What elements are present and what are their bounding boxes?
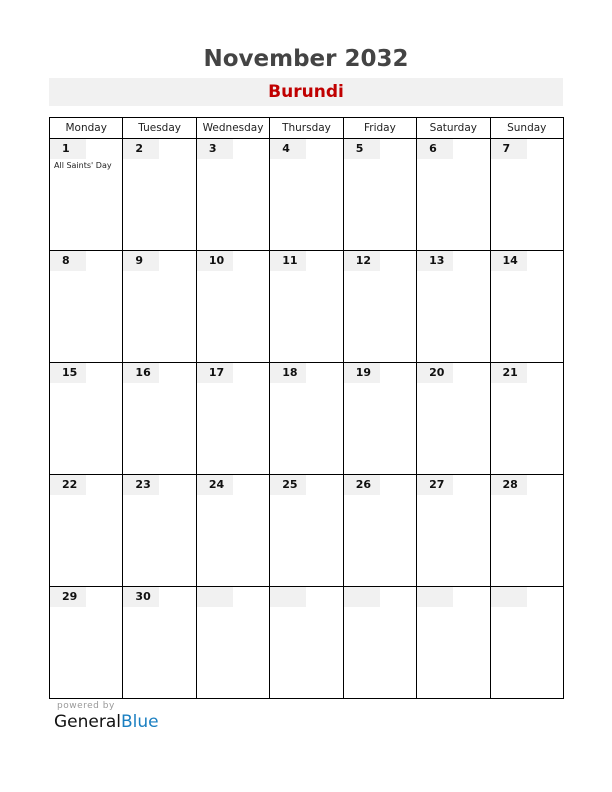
day-number — [417, 587, 453, 607]
day-cell — [50, 363, 123, 475]
day-cell — [196, 139, 269, 251]
week-row — [50, 251, 564, 363]
day-number: 29 — [50, 587, 86, 607]
day-number: 26 — [344, 475, 380, 495]
day-number: 13 — [417, 251, 453, 271]
weekday-header: Thursday — [270, 118, 343, 139]
day-cell — [343, 139, 416, 251]
day-cell — [270, 251, 343, 363]
weekday-header: Monday — [50, 118, 123, 139]
day-number: 6 — [417, 139, 453, 159]
day-cell — [343, 587, 416, 699]
day-cell — [343, 251, 416, 363]
day-number — [344, 587, 380, 607]
day-number: 12 — [344, 251, 380, 271]
day-cell — [417, 363, 490, 475]
day-number: 21 — [491, 363, 527, 383]
day-cell — [417, 139, 490, 251]
day-number: 22 — [50, 475, 86, 495]
day-number: 8 — [50, 251, 86, 271]
day-number: 20 — [417, 363, 453, 383]
day-cell — [123, 475, 196, 587]
powered-by: powered by — [57, 701, 115, 711]
day-number: 16 — [123, 363, 159, 383]
week-row — [50, 475, 564, 587]
day-number: 10 — [197, 251, 233, 271]
day-cell — [50, 587, 123, 699]
day-cell — [196, 363, 269, 475]
day-number: 5 — [344, 139, 380, 159]
day-number: 14 — [491, 251, 527, 271]
day-number: 15 — [50, 363, 86, 383]
day-number: 23 — [123, 475, 159, 495]
day-number — [197, 587, 233, 607]
day-number: 17 — [197, 363, 233, 383]
day-number: 28 — [491, 475, 527, 495]
day-cell — [417, 587, 490, 699]
weekday-header: Saturday — [417, 118, 490, 139]
day-cell — [50, 251, 123, 363]
day-number: 3 — [197, 139, 233, 159]
day-number: 24 — [197, 475, 233, 495]
day-cell — [490, 363, 563, 475]
calendar-grid — [49, 117, 564, 699]
day-cell — [490, 587, 563, 699]
weekday-header: Wednesday — [196, 118, 269, 139]
day-cell — [196, 587, 269, 699]
day-number: 27 — [417, 475, 453, 495]
day-cell — [270, 587, 343, 699]
day-number: 2 — [123, 139, 159, 159]
day-cell — [343, 475, 416, 587]
logo-blue: Blue — [121, 712, 159, 732]
day-cell — [123, 587, 196, 699]
day-number: 7 — [491, 139, 527, 159]
weekday-header: Friday — [343, 118, 416, 139]
page-title: November 2032 — [203, 46, 409, 72]
day-cell — [417, 475, 490, 587]
day-number — [270, 587, 306, 607]
week-row — [50, 139, 564, 251]
day-cell — [196, 251, 269, 363]
day-number: 4 — [270, 139, 306, 159]
weekday-header: Tuesday — [123, 118, 196, 139]
day-cell — [123, 139, 196, 251]
day-cell — [270, 363, 343, 475]
country-banner: Burundi — [49, 78, 563, 106]
day-cell — [490, 475, 563, 587]
day-cell — [490, 251, 563, 363]
day-cell — [50, 475, 123, 587]
day-number: 1 — [50, 139, 86, 159]
day-number: 18 — [270, 363, 306, 383]
week-row — [50, 363, 564, 475]
day-cell — [343, 363, 416, 475]
day-number: 19 — [344, 363, 380, 383]
day-cell — [270, 475, 343, 587]
week-row — [50, 587, 564, 699]
weekday-header: Sunday — [490, 118, 563, 139]
day-cell — [490, 139, 563, 251]
day-cell — [123, 251, 196, 363]
day-number: 25 — [270, 475, 306, 495]
day-cell — [270, 139, 343, 251]
day-number — [491, 587, 527, 607]
day-cell — [196, 475, 269, 587]
day-number: 30 — [123, 587, 159, 607]
day-number: 11 — [270, 251, 306, 271]
day-cell — [50, 139, 123, 251]
day-cell — [417, 251, 490, 363]
logo-general: General — [54, 712, 121, 732]
generalblue-logo[interactable] — [54, 712, 159, 732]
day-number: 9 — [123, 251, 159, 271]
day-cell — [123, 363, 196, 475]
holiday-label: All Saints' Day — [54, 161, 112, 170]
